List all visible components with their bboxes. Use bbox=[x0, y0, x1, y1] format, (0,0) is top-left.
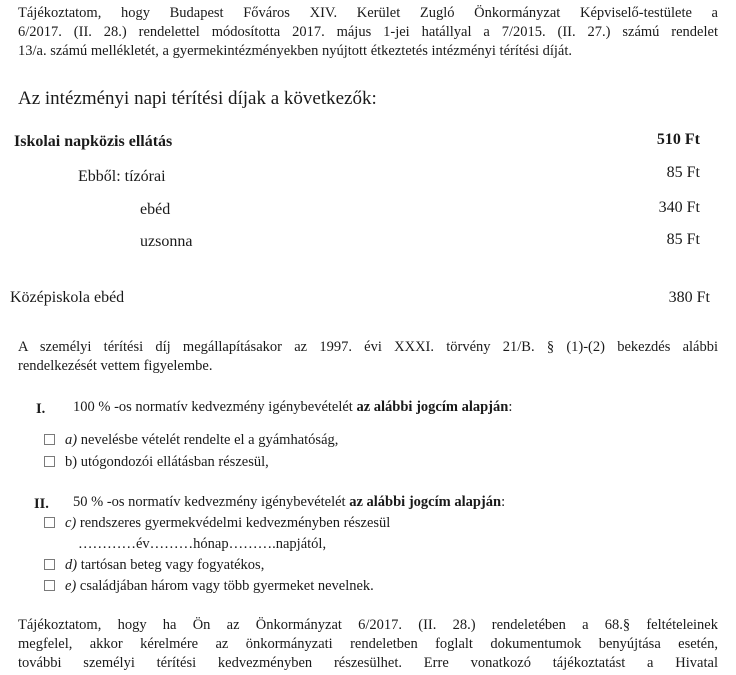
option-a-checkbox[interactable] bbox=[44, 434, 55, 445]
school-fee-value: 510 Ft bbox=[656, 131, 700, 148]
intro-line: 6/2017. (II. 28.) rendelettel módosította 2017. május 1-jei hatállyal a 7/2015. (II. 27.) számú rendelet bbox=[18, 24, 718, 40]
section-1-text: 100 % -os normatív kedvezmény igénybevételét bbox=[73, 399, 357, 415]
option-c-text: rendszeres gyermekvédelmi kedvezményben részesül bbox=[76, 515, 391, 531]
personal-line: A személyi térítési díj megállapításakor az 1997. évi XXXI. törvény 21/B. § (1)-(2) bekezdés alábbi bbox=[18, 339, 718, 355]
closing-line: Tájékoztatom, hogy ha Ön az Önkormányzat 6/2017. (II. 28.) rendeletében a 68.§ feltételeinek bbox=[18, 617, 718, 633]
option-a-text: nevelésbe vételét rendelte el a gyámhatóság, bbox=[77, 432, 339, 448]
option-e[interactable] bbox=[44, 578, 374, 595]
secondary-fee-value: 380 Ft bbox=[668, 289, 710, 306]
section-2-bold: az alábbi jogcím alapján bbox=[349, 494, 502, 510]
secondary-fee-label: Középiskola ebéd bbox=[10, 289, 125, 306]
section-1-bold: az alábbi jogcím alapján bbox=[356, 399, 509, 415]
option-a-letter: a) bbox=[65, 432, 78, 448]
breakfast-fee-label: Ebből: tízórai bbox=[78, 168, 166, 185]
section-2-title bbox=[73, 494, 505, 511]
option-e-text: családjában három vagy több gyermeket nevelnek. bbox=[76, 578, 374, 594]
intro-paragraph bbox=[18, 4, 718, 61]
personal-line: rendelkezését vettem figyelembe. bbox=[18, 358, 213, 374]
option-c-letter: c) bbox=[65, 515, 77, 531]
option-b-checkbox[interactable] bbox=[44, 456, 55, 467]
option-e-checkbox[interactable] bbox=[44, 580, 55, 591]
option-d-letter: d) bbox=[65, 557, 78, 573]
school-fee-label: Iskolai napközis ellátás bbox=[14, 133, 173, 150]
option-c[interactable] bbox=[44, 515, 390, 532]
fees-heading: Az intézményi napi térítési díjak a következők: bbox=[18, 88, 377, 109]
section-1-colon: : bbox=[508, 399, 513, 415]
closing-line: további személyi térítési kedvezményben részesülhet. Erre vonatkozó tájékoztatást a Hivatal bbox=[18, 655, 718, 671]
closing-paragraph bbox=[18, 616, 718, 673]
breakfast-fee-value: 85 Ft bbox=[666, 164, 700, 181]
intro-line: Tájékoztatom, hogy Budapest Főváros XIV. Kerület Zugló Önkormányzat Képviselő-testülete a bbox=[18, 5, 718, 21]
option-a[interactable] bbox=[44, 432, 338, 449]
section-2-text: 50 % -os normatív kedvezmény igénybevételét bbox=[73, 494, 350, 510]
lunch-fee-label: ebéd bbox=[140, 201, 171, 218]
option-d-text: tartósan beteg vagy fogyatékos, bbox=[77, 557, 265, 573]
section-1-number: I. bbox=[36, 401, 46, 417]
option-d-checkbox[interactable] bbox=[44, 559, 55, 570]
section-1-title bbox=[73, 399, 512, 416]
option-c-checkbox[interactable] bbox=[44, 517, 55, 528]
snack-fee-label: uzsonna bbox=[140, 233, 193, 250]
section-2-number: II. bbox=[34, 496, 49, 512]
option-b[interactable] bbox=[44, 454, 269, 471]
option-e-letter: e) bbox=[65, 578, 77, 594]
lunch-fee-value: 340 Ft bbox=[658, 199, 700, 216]
snack-fee-value: 85 Ft bbox=[666, 231, 700, 248]
option-d[interactable] bbox=[44, 557, 264, 574]
option-b-text: b) utógondozói ellátásban részesül, bbox=[65, 454, 269, 470]
section-2-colon: : bbox=[501, 494, 506, 510]
option-c-date-line: …………év………hónap……….napjától, bbox=[78, 536, 327, 552]
intro-line: 13/a. számú mellékletét, a gyermekintézményekben nyújtott étkeztetés intézményi térítési díját. bbox=[18, 43, 573, 59]
closing-line: megfelel, akkor kérelmére az önkormányzati rendeletben foglalt dokumentumok benyújtása esetén, bbox=[18, 636, 718, 652]
personal-fee-paragraph bbox=[18, 338, 718, 376]
